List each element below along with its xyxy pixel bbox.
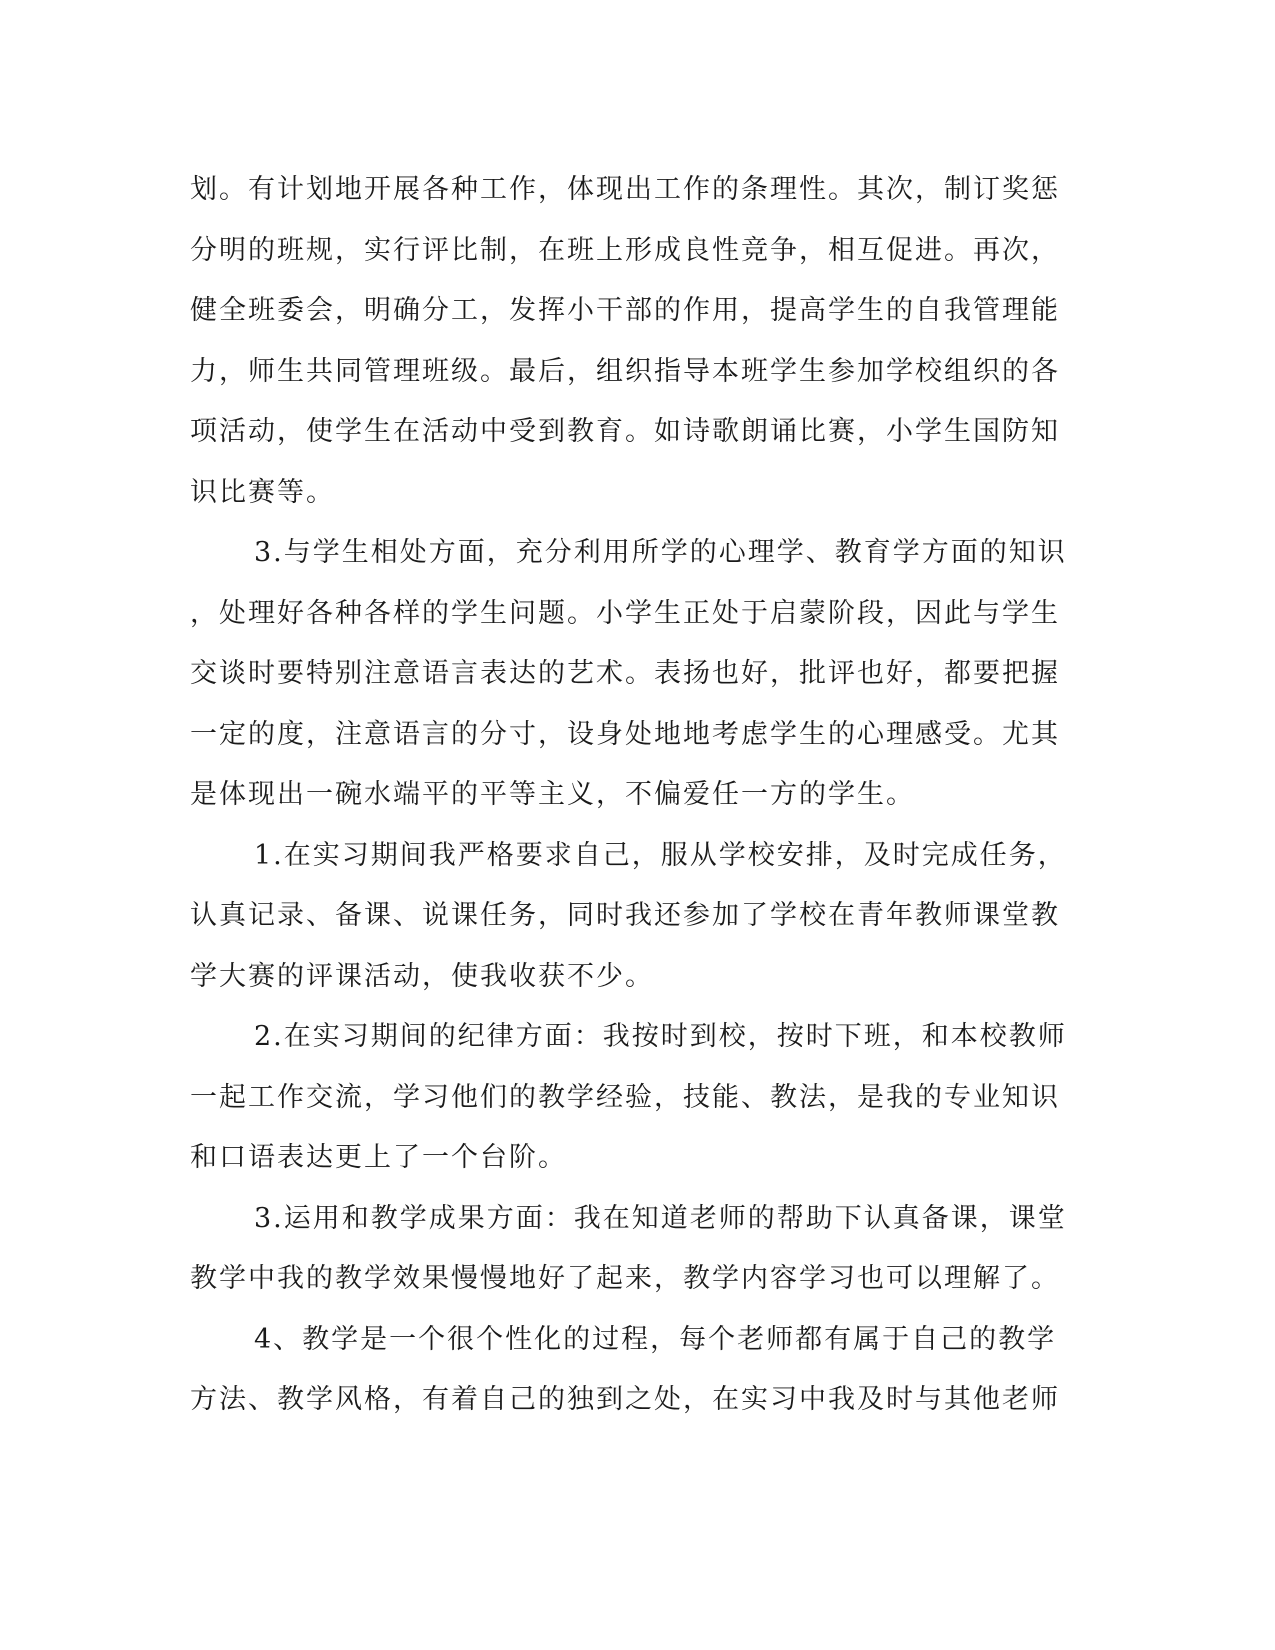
text-line: 识比赛等。 xyxy=(190,476,335,508)
text-line: 认真记录、备课、说课任务，同时我还参加了学校在青年教师课堂教 xyxy=(190,900,1060,931)
paragraph-start-line: 4、教学是一个很个性化的过程，每个老师都有属于自己的教学 xyxy=(254,1323,1057,1355)
text-line: 方法、教学风格，有着自己的独到之处，在实习中我及时与其他老师 xyxy=(190,1384,1060,1415)
text-line: 教学中我的教学效果慢慢地好了起来，教学内容学习也可以理解了。 xyxy=(190,1263,1060,1294)
paragraph-start-line: 2.在实习期间的纪律方面：我按时到校，按时下班，和本校教师 xyxy=(254,1021,1067,1052)
paragraph-start-line: 3.运用和教学成果方面：我在知道老师的帮助下认真备课，课堂 xyxy=(254,1202,1067,1234)
document-body xyxy=(190,160,1070,1431)
text-line: 项活动，使学生在活动中受到教育。如诗歌朗诵比赛，小学生国防知 xyxy=(190,416,1060,447)
text-line: 和口语表达更上了一个台阶。 xyxy=(190,1142,567,1173)
text-line: 力，师生共同管理班级。最后，组织指导本班学生参加学校组织的各 xyxy=(190,355,1060,387)
text-line: 是体现出一碗水端平的平等主义，不偏爱任一方的学生。 xyxy=(190,779,915,810)
paragraph-start-line: 3.与学生相处方面，充分利用所学的心理学、教育学方面的知识 xyxy=(254,537,1067,568)
text-line: 健全班委会，明确分工，发挥小干部的作用，提高学生的自我管理能 xyxy=(190,295,1060,326)
text-line: 交谈时要特别注意语言表达的艺术。表扬也好，批评也好，都要把握 xyxy=(190,658,1060,689)
paragraph-start-line: 1.在实习期间我严格要求自己，服从学校安排，及时完成任务， xyxy=(254,839,1067,871)
text-line: 划。有计划地开展各种工作，体现出工作的条理性。其次，制订奖惩 xyxy=(190,174,1060,205)
text-line: 一定的度，注意语言的分寸，设身处地地考虑学生的心理感受。尤其 xyxy=(190,718,1060,750)
text-line: 学大赛的评课活动，使我收获不少。 xyxy=(190,960,654,992)
text-line: 分明的班规，实行评比制，在班上形成良性竞争，相互促进。再次， xyxy=(190,234,1060,266)
text-line: 一起工作交流，学习他们的教学经验，技能、教法，是我的专业知识 xyxy=(190,1081,1060,1113)
text-line: ，处理好各种各样的学生问题。小学生正处于启蒙阶段，因此与学生 xyxy=(190,597,1060,629)
